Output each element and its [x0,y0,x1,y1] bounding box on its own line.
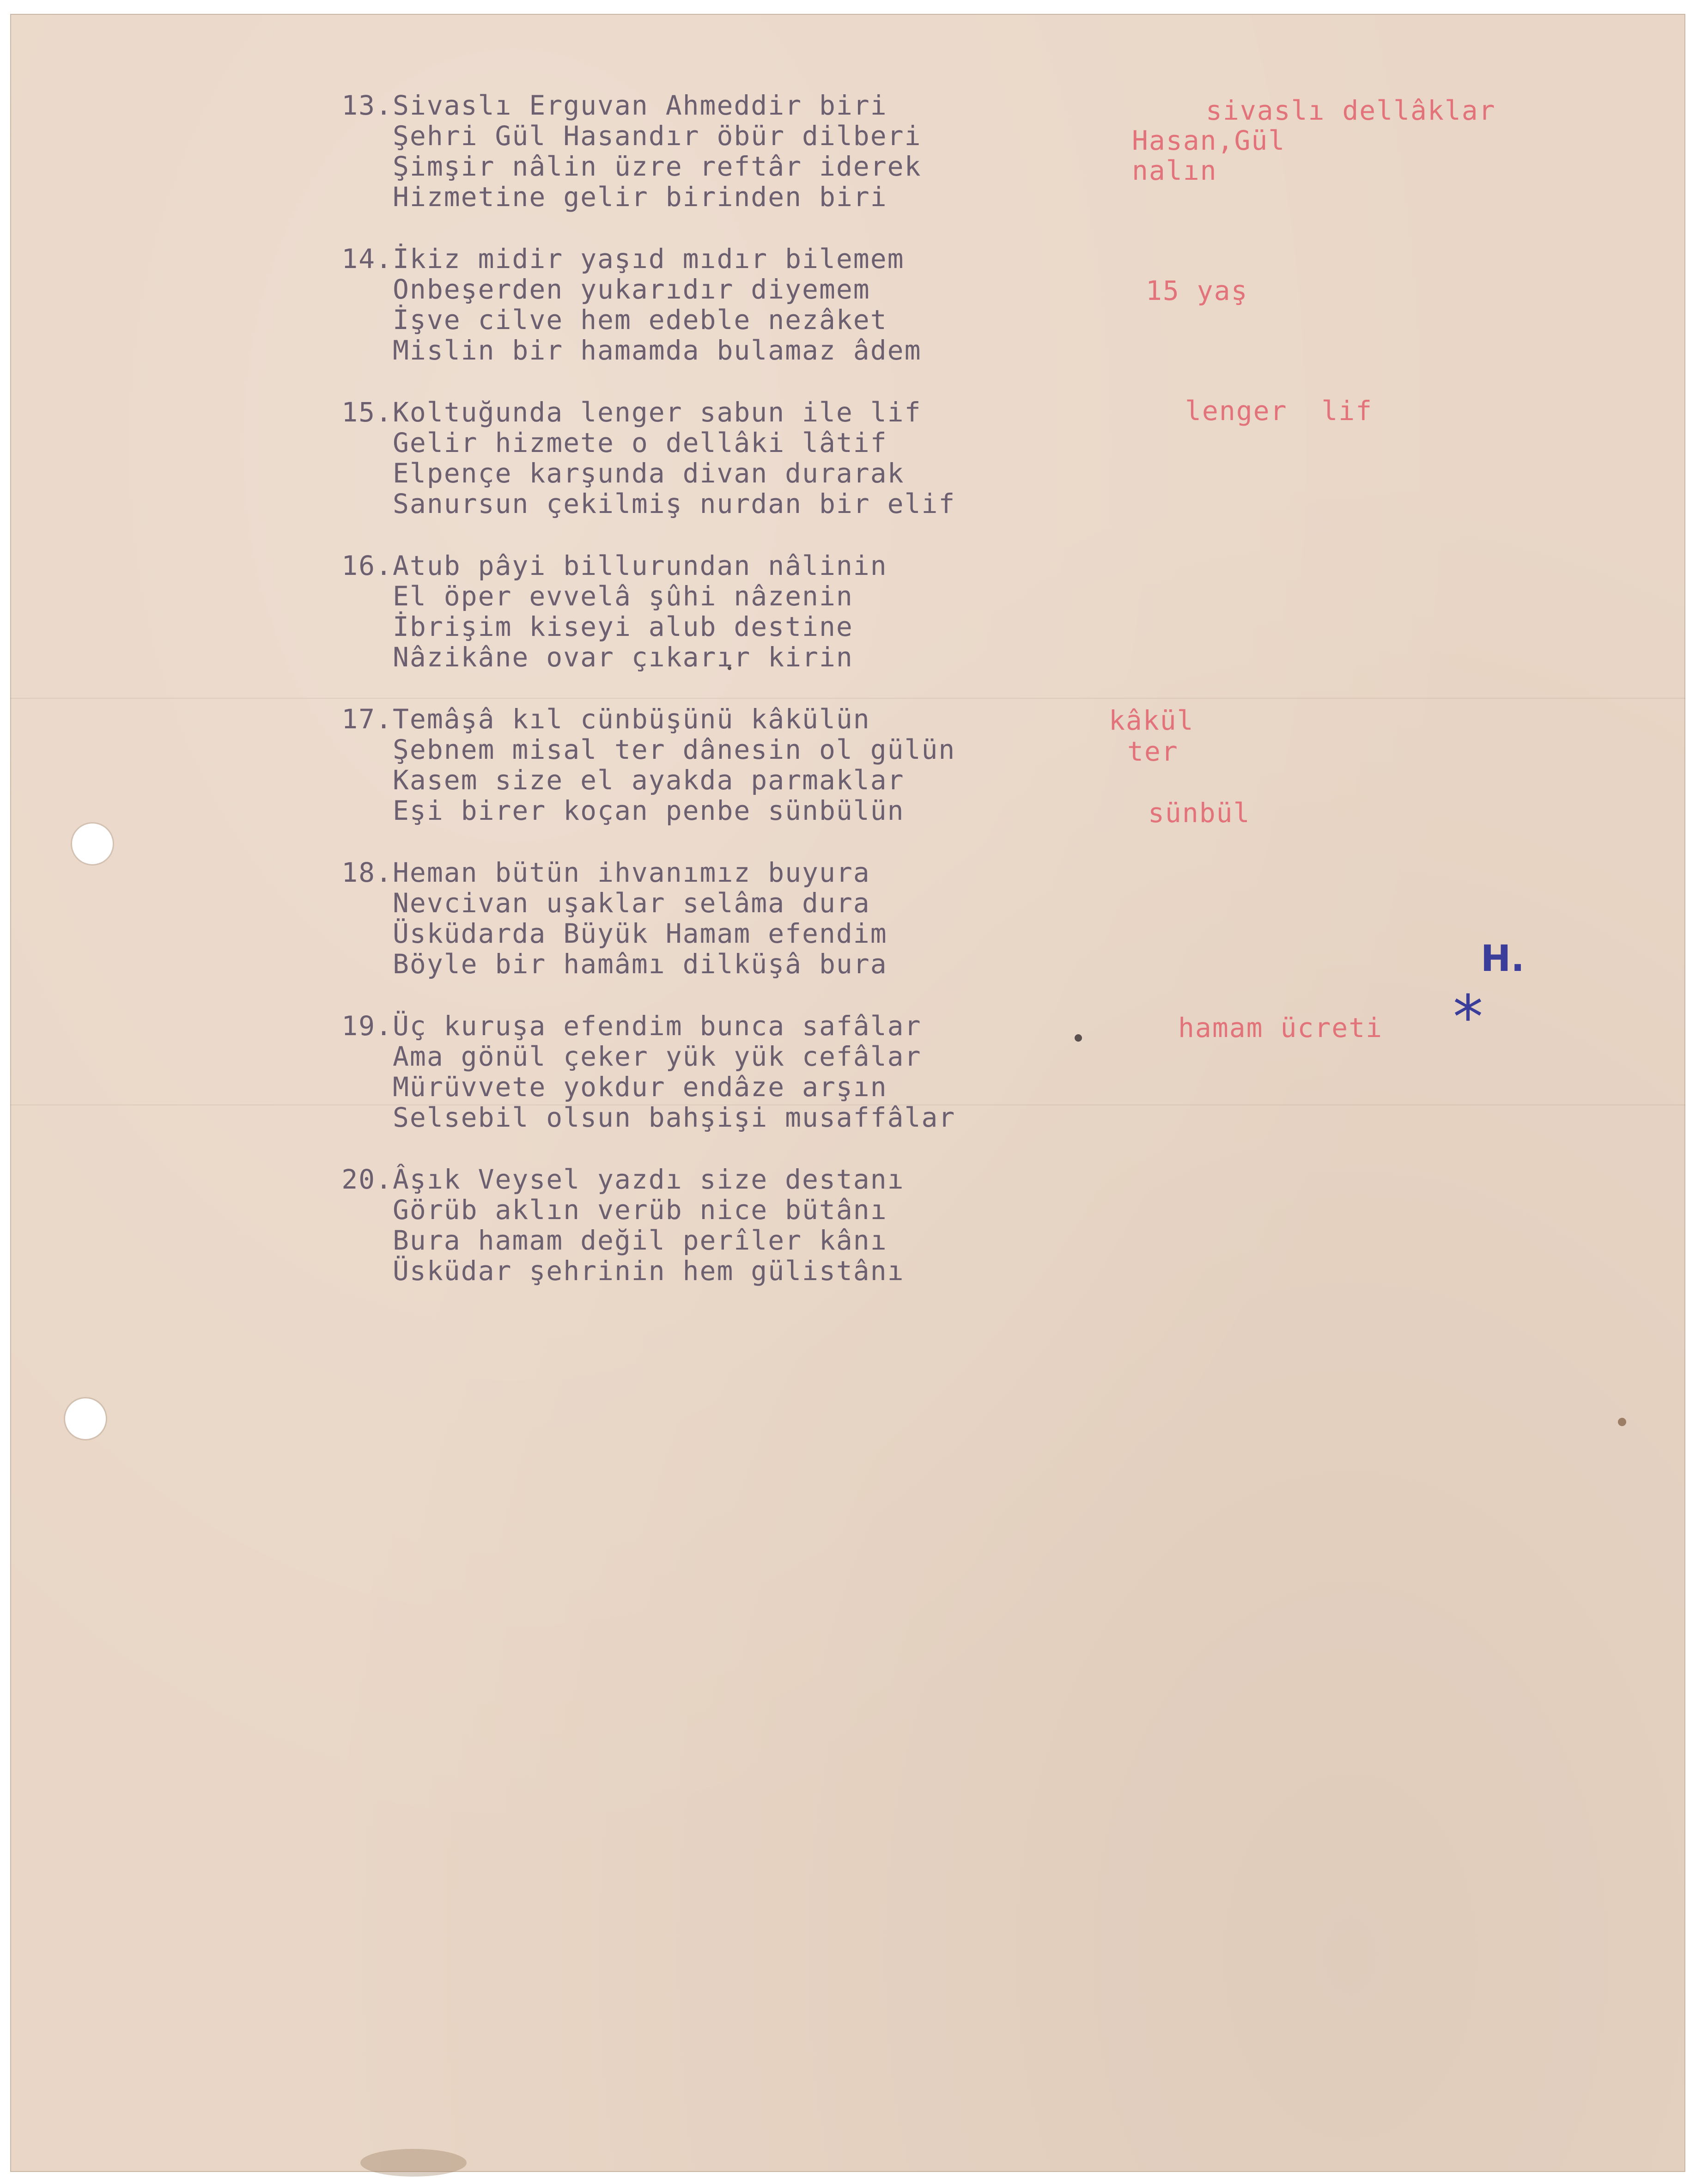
punch-hole-upper [72,824,113,864]
margin-note: sivaslı dellâklar [1206,95,1496,126]
verse-line: Hizmetine gelir birinden biri [393,181,887,213]
verse-line: Nevcivan uşaklar selâma dura [393,887,870,919]
stanza-number: 20. [341,1164,393,1195]
margin-note: hamam ücreti [1178,1012,1383,1043]
verse-line: Mürüvvete yokdur endâze arşın [393,1071,887,1103]
stanza-13 [341,90,1178,213]
verse-line: Temâşâ kıl cünbüşünü kâkülün [393,703,870,735]
stain-mark [360,2149,467,2177]
verse-line: İbrişim kiseyi alub destine [393,611,853,642]
stanza-number: 19. [341,1010,393,1042]
stanza-15 [341,397,1178,519]
verse-line: Bura hamam değil perîler kânı [393,1225,887,1256]
stanza-14 [341,243,1178,366]
stanza-17 [341,703,1178,826]
margin-note: kâkül [1109,705,1194,736]
verse-line: Üsküdarda Büyük Hamam efendim [393,918,887,949]
verse-line: Selsebil olsun bahşişi musaffâlar [393,1102,956,1133]
verse-line: Üç kuruşa efendim bunca safâlar [393,1010,922,1042]
poem-body [341,90,1178,1318]
verse-line: Sivaslı Erguvan Ahmeddir biri [393,90,887,121]
verse-line: Eşi birer koçan penbe sünbülün [393,795,905,826]
margin-note: lenger lif [1185,395,1373,427]
stanza-16 [341,550,1178,673]
verse-line: Böyle bir hamâmı dilküşâ bura [393,948,887,980]
margin-note: sünbül [1148,797,1251,829]
stanza-number: 13. [341,90,393,121]
stanza-18 [341,857,1178,980]
handwritten-mark: H. [1481,938,1525,980]
stanza-number: 14. [341,243,393,275]
verse-line: Şehri Gül Hasandır öbür dilberi [393,120,922,152]
verse-line: Şebnem misal ter dânesin ol gülün [393,734,956,765]
ink-dot [1618,1418,1626,1426]
verse-line: Nâzikâne ovar çıkarır kirin [393,641,853,673]
stanza-number: 18. [341,857,393,888]
verse-line: Âşık Veysel yazdı size destanı [393,1164,905,1195]
verse-line: Kasem size el ayakda parmaklar [393,764,905,796]
verse-line: İkiz midir yaşıd mıdır bilemem [393,243,905,275]
verse-line: Ama gönül çeker yük yük cefâlar [393,1041,922,1072]
verse-line: Atub pâyi billurundan nâlinin [393,550,887,581]
margin-note: nalın [1132,155,1217,186]
verse-line: Şimşir nâlin üzre reftâr iderek [393,151,922,182]
punch-hole-lower [65,1398,106,1439]
margin-note: 15 yaş [1146,275,1248,306]
verse-line: Üsküdar şehrinin hem gülistânı [393,1255,905,1287]
margin-note: ter [1127,736,1179,767]
verse-line: Mislin bir hamamda bulamaz âdem [393,335,922,366]
verse-line: Koltuğunda lenger sabun ile lif [393,397,922,428]
stanza-number: 17. [341,703,393,735]
stanza-number: 15. [341,397,393,428]
verse-line: Sanursun çekilmiş nurdan bir elif [393,488,956,519]
stanza-19 [341,1010,1178,1133]
verse-line: Görüb aklın verüb nice bütânı [393,1194,887,1226]
stanza-20 [341,1164,1178,1287]
margin-note: Hasan,Gül [1132,125,1286,156]
asterisk-icon: * [1453,982,1483,1052]
verse-line: Elpençe karşunda divan durarak [393,458,905,489]
stanza-number: 16. [341,550,393,581]
verse-line: Gelir hizmete o dellâki lâtif [393,427,887,458]
verse-line: Heman bütün ihvanımız buyura [393,857,870,888]
verse-line: İşve cilve hem edeble nezâket [393,304,887,336]
verse-line: El öper evvelâ şûhi nâzenin [393,580,853,612]
verse-line: Onbeşerden yukarıdır diyemem [393,274,870,305]
